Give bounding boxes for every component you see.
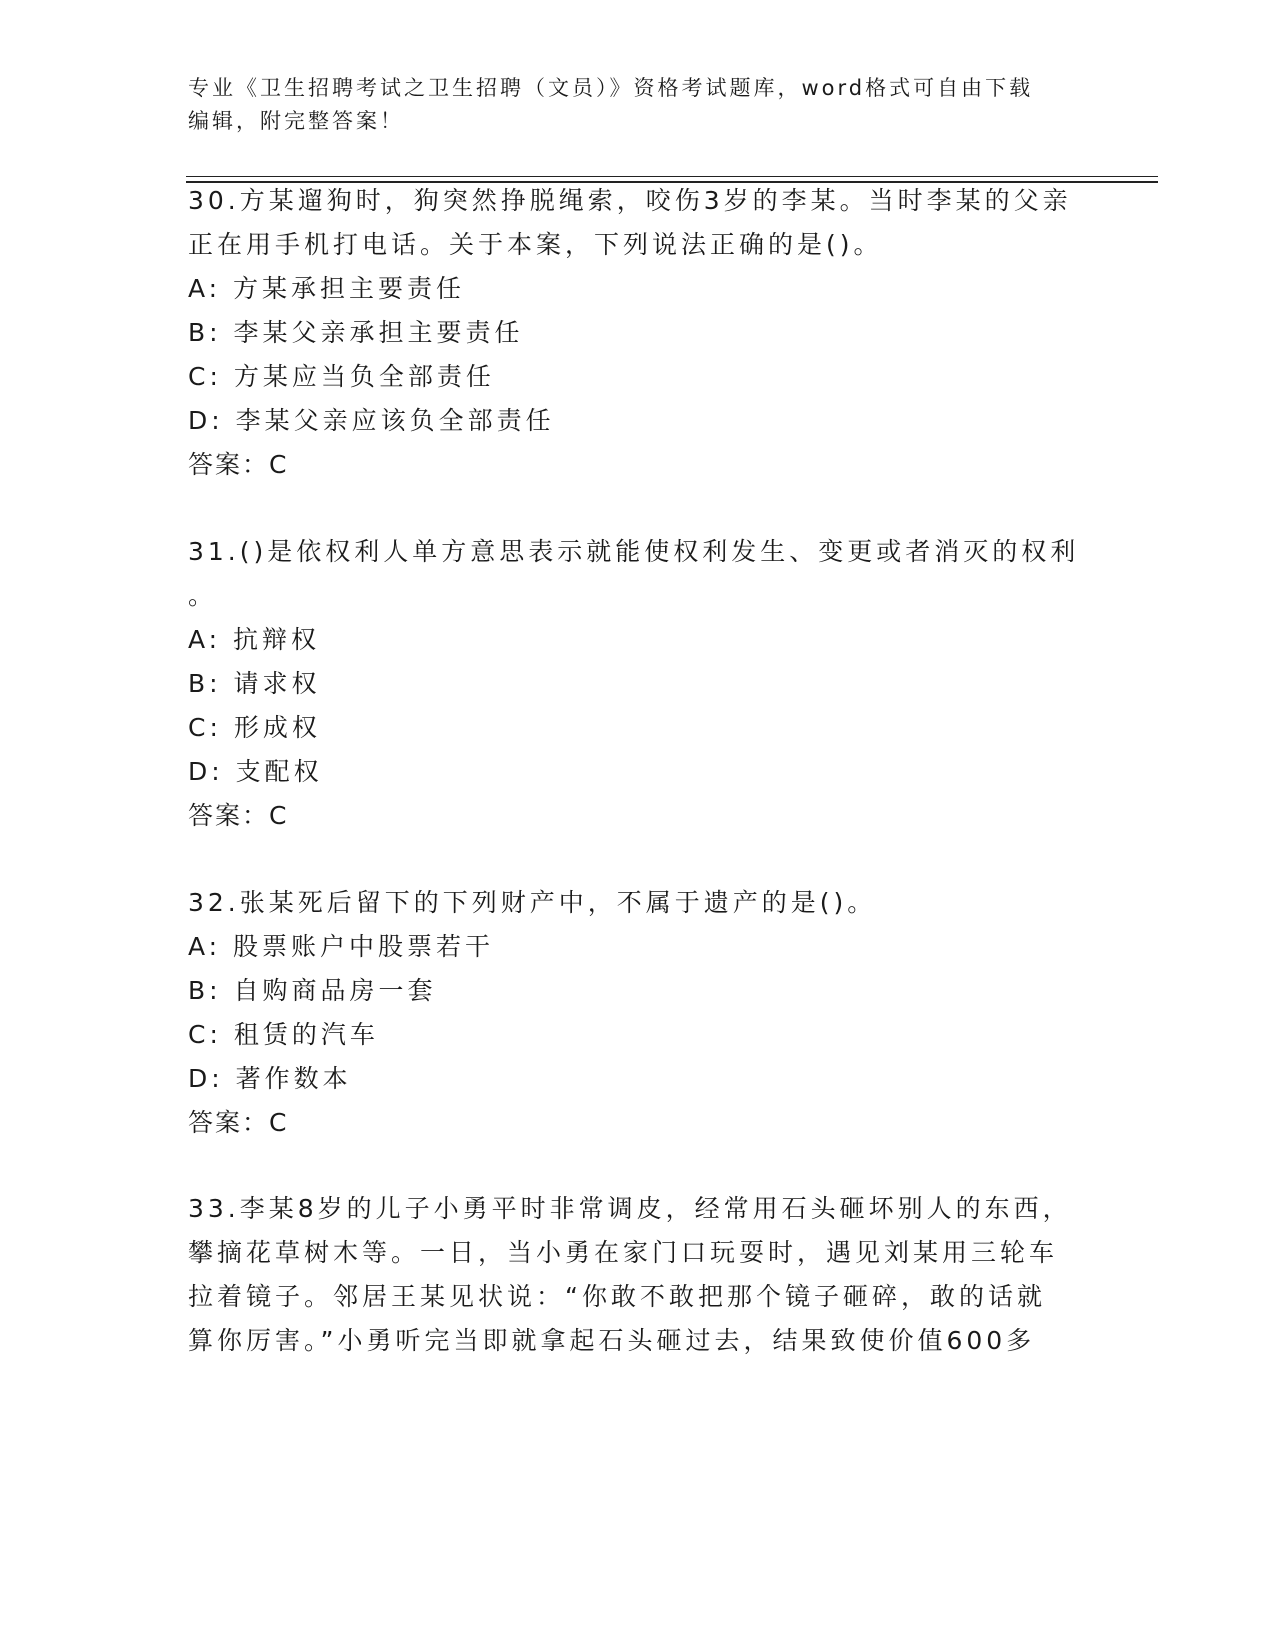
document-header xyxy=(188,72,1088,138)
header-line-2: 编辑，附完整答案！ xyxy=(188,109,404,133)
header-line-1: 专业《卫生招聘考试之卫生招聘（文员）》资格考试题库，word格式可自由下载 xyxy=(188,76,1034,100)
option-a: A: 方某承担主要责任 xyxy=(188,274,466,303)
question-stem-line: 30.方某遛狗时，狗突然挣脱绳索，咬伤3岁的李某。当时李某的父亲 xyxy=(188,186,1072,215)
option-b: B: 李某父亲承担主要责任 xyxy=(188,318,524,347)
question-stem-line: 拉着镜子。邻居王某见状说：“你敢不敢把那个镜子砸碎，敢的话就 xyxy=(188,1282,1046,1311)
option-b: B: 自购商品房一套 xyxy=(188,976,437,1005)
option-b: B: 请求权 xyxy=(188,669,321,698)
question-stem-line: 33.李某8岁的儿子小勇平时非常调皮，经常用石头砸坏别人的东西， xyxy=(188,1194,1072,1223)
question-stem-line: 算你厉害。”小勇听完当即就拿起石头砸过去，结果致使价值600多 xyxy=(188,1326,1036,1355)
question-stem-line: 31.()是依权利人单方意思表示就能使权利发生、变更或者消灭的权利 xyxy=(188,537,1080,566)
question-stem-line: 正在用手机打电话。关于本案，下列说法正确的是()。 xyxy=(188,230,883,259)
option-d: D: 李某父亲应该负全部责任 xyxy=(188,406,555,435)
option-c: C: 形成权 xyxy=(188,713,321,742)
question-stem-line: 32.张某死后留下的下列财产中，不属于遗产的是()。 xyxy=(188,888,877,917)
question-stem-line: 攀摘花草树木等。一日，当小勇在家门口玩耍时，遇见刘某用三轮车 xyxy=(188,1238,1059,1267)
option-a: A: 抗辩权 xyxy=(188,625,321,654)
question-stem-line: 。 xyxy=(188,581,218,610)
header-rule-thick xyxy=(186,181,1158,183)
option-d: D: 著作数本 xyxy=(188,1064,352,1093)
header-rule-thin xyxy=(186,176,1158,177)
answer-line: 答案：C xyxy=(188,1108,289,1137)
option-d: D: 支配权 xyxy=(188,757,323,786)
option-a: A: 股票账户中股票若干 xyxy=(188,932,495,961)
answer-line: 答案：C xyxy=(188,801,289,830)
option-c: C: 方某应当负全部责任 xyxy=(188,362,495,391)
answer-line: 答案：C xyxy=(188,450,289,479)
option-c: C: 租赁的汽车 xyxy=(188,1020,379,1049)
